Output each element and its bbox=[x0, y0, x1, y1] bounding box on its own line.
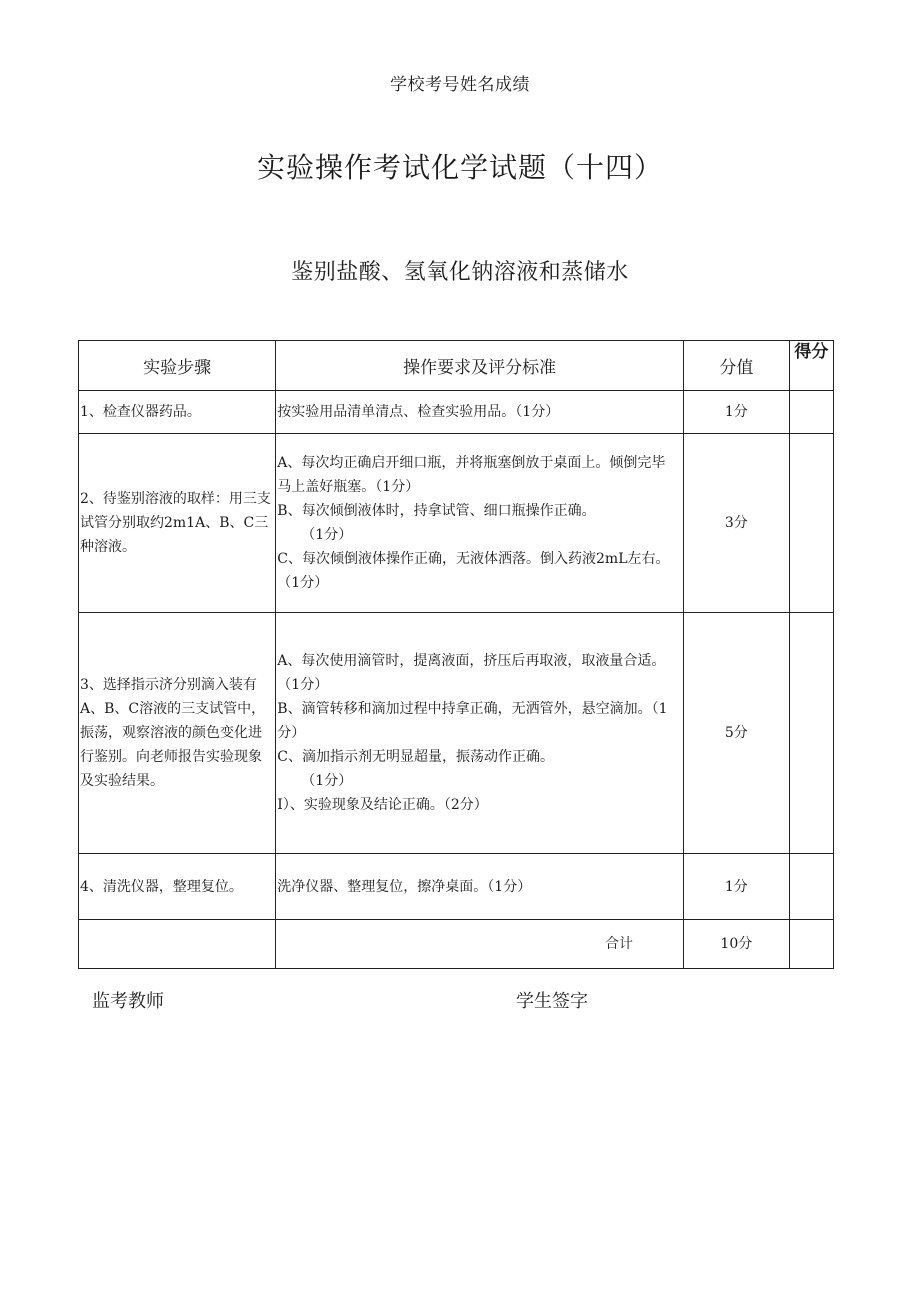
page-subtitle: 鉴别盐酸、氢氧化钠溶液和蒸储水 bbox=[291, 260, 629, 285]
header-step: 实验步骤 bbox=[79, 341, 276, 391]
proctor-signature-label: 监考教师 bbox=[92, 991, 164, 1012]
table-row bbox=[79, 854, 834, 920]
requirement-line: A、每次使用滴管时，提离液面，挤压后再取液，取液量合适。（1分） bbox=[277, 653, 666, 693]
points-cell: 1分 bbox=[683, 854, 789, 920]
empty-cell bbox=[79, 920, 276, 969]
total-points: 10分 bbox=[683, 920, 789, 969]
header-info-line: 学校考号姓名成绩 bbox=[390, 75, 530, 95]
header-points: 分值 bbox=[683, 341, 789, 391]
table-row bbox=[79, 434, 834, 613]
table-row bbox=[79, 613, 834, 854]
score-cell[interactable] bbox=[789, 434, 833, 613]
requirement-line: （1分） bbox=[301, 527, 353, 543]
scoring-table bbox=[78, 340, 834, 969]
requirement-line: A、每次均正确启开细口瓶，并将瓶塞倒放于桌面上。倾倒完毕马上盖好瓶塞。（1分） bbox=[277, 455, 666, 495]
step-cell: 4、清洗仪器，整理复位。 bbox=[79, 854, 276, 920]
total-score-cell[interactable] bbox=[789, 920, 833, 969]
points-cell: 1分 bbox=[683, 391, 789, 434]
score-cell[interactable] bbox=[789, 854, 833, 920]
step-cell: 1、检查仪器药品。 bbox=[79, 391, 276, 434]
total-label: 合计 bbox=[276, 920, 684, 969]
requirement-line: C、每次倾倒液体操作正确，无液体洒落。倒入药液2mL左右。（1分） bbox=[277, 551, 670, 591]
header-score: 得分 bbox=[789, 341, 833, 391]
header-requirement: 操作要求及评分标准 bbox=[276, 341, 684, 391]
score-cell[interactable] bbox=[789, 391, 833, 434]
total-row bbox=[79, 920, 834, 969]
requirement-line: B、滴管转移和滴加过程中持拿正确，无洒管外，悬空滴加。（1分） bbox=[277, 701, 668, 741]
requirement-cell bbox=[276, 391, 684, 434]
score-cell[interactable] bbox=[789, 613, 833, 854]
requirement-line: B、每次倾倒液体时，持拿试管、细口瓶操作正确。 bbox=[277, 503, 596, 519]
table-header-row bbox=[79, 341, 834, 391]
requirement-line: （1分） bbox=[301, 773, 353, 789]
student-signature-label: 学生签字 bbox=[516, 991, 588, 1012]
table-row bbox=[79, 391, 834, 434]
requirement-cell bbox=[276, 434, 684, 613]
requirement-cell bbox=[276, 613, 684, 854]
requirement-line: 按实验用品清单清点、检查实验用品。（1分） bbox=[277, 404, 560, 420]
requirement-cell bbox=[276, 854, 684, 920]
points-cell: 5分 bbox=[683, 613, 789, 854]
requirement-line: 洗净仪器、整理复位，擦净桌面。（1分） bbox=[277, 878, 532, 895]
step-cell: 2、待鉴别溶液的取样：用三支试管分别取约2m1A、B、C三种溶液。 bbox=[79, 434, 276, 613]
requirement-line: I）、实验现象及结论正确。（2分） bbox=[277, 797, 488, 813]
page-title: 实验操作考试化学试题（十四） bbox=[256, 151, 663, 184]
requirement-line: C、滴加指示剂无明显超量，振荡动作正确。 bbox=[277, 749, 555, 765]
step-cell: 3、选择指示济分别滴入装有A、B、C溶液的三支试管中，振荡，观察溶液的颜色变化进行鉴别。向老师报告实验现象及实验结果。 bbox=[79, 613, 276, 854]
points-cell: 3分 bbox=[683, 434, 789, 613]
